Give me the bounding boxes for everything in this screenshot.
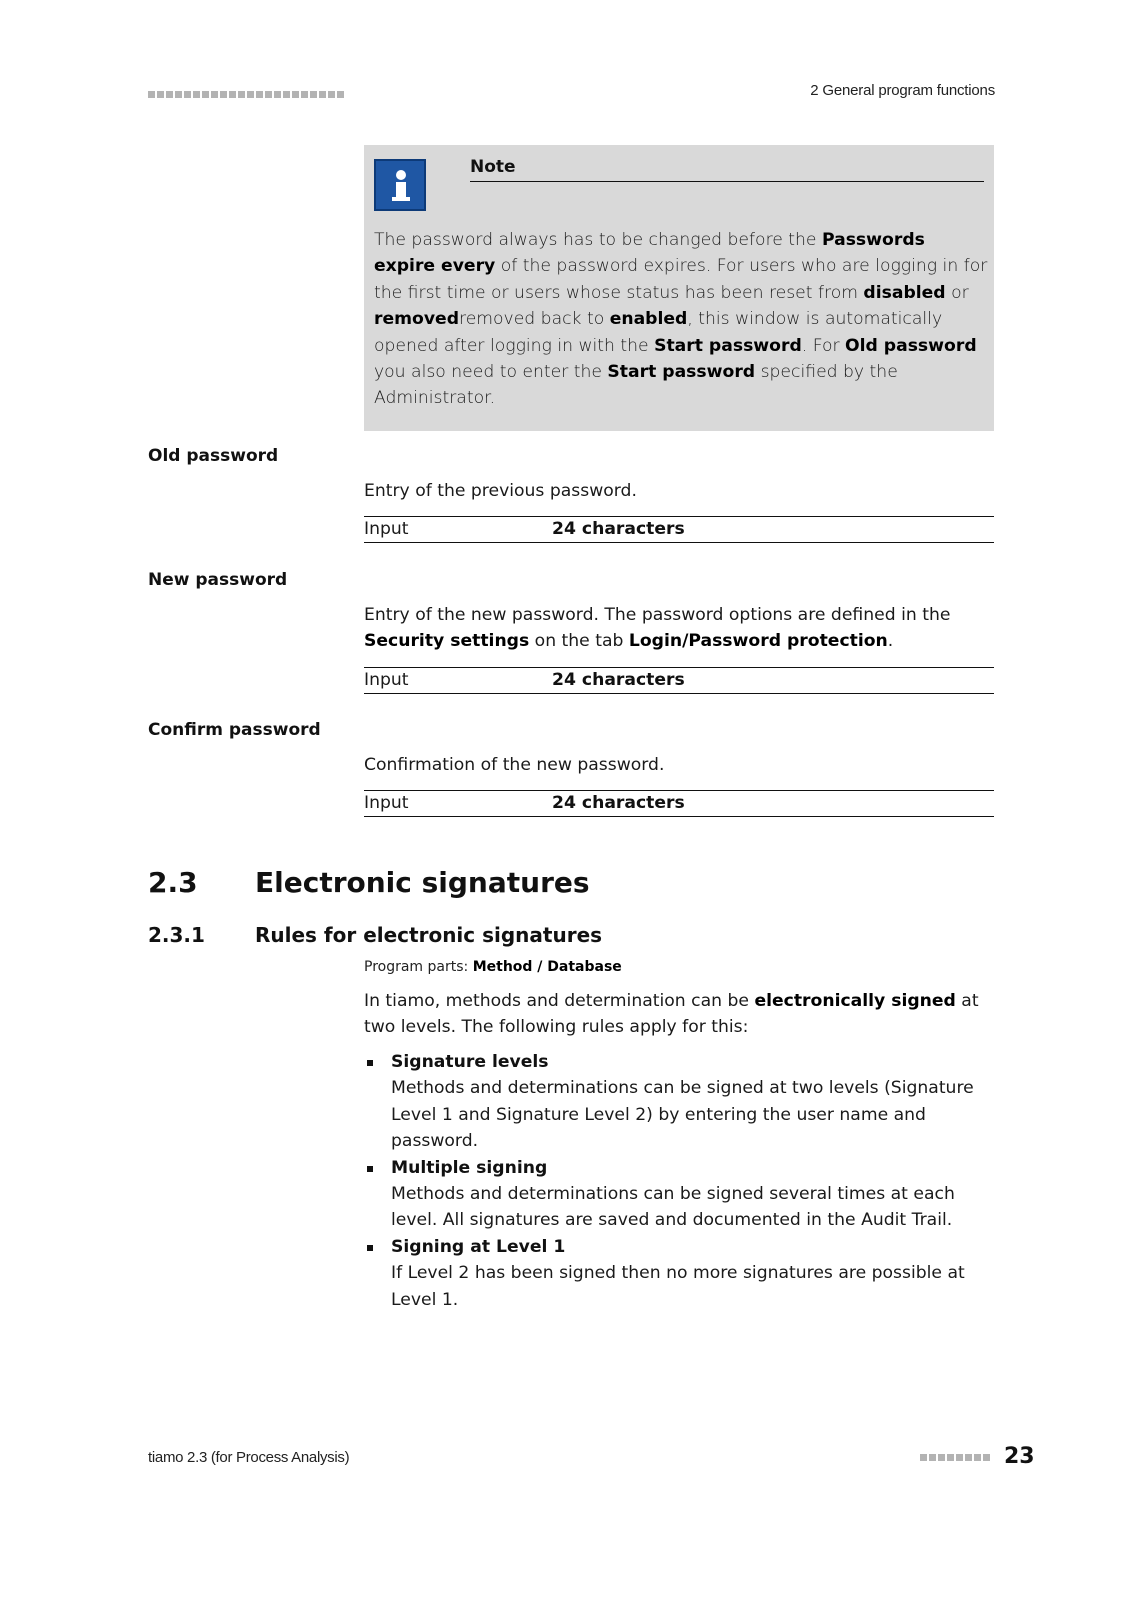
note-body: The password always has to be changed before the Passwords expire every of the password expires. For users who are logging in for the first time or users whose status has been reset from disabled or removedremoved back to enabled, this window is automatically opened after logging in with the Start password. For Old password you also need to enter the Start password specified by the Administrator. [374,230,988,409]
section-title: Electronic signatures [255,866,590,899]
param-title-new-password: New password [148,570,288,590]
list-item [364,1049,994,1155]
subsection-title: Rules for electronic signatures [255,923,603,947]
note-box [364,145,994,431]
list-item-text: If Level 2 has been signed then no more signatures are possible at Level 1. [391,1263,965,1310]
param-desc-new-password: Entry of the new password. The password options are defined in the Security settings on the tab Login/Password protection. [364,605,951,652]
param-row-new-password [364,667,994,694]
param-row-confirm-password [364,790,994,817]
list-item [364,1234,994,1313]
param-row-old-password [364,516,994,543]
program-parts-label: Program parts: [364,959,469,975]
param-key: Input [364,793,409,813]
bullet-square-icon [367,1166,373,1172]
param-value: 24 characters [552,670,685,690]
list-item-text: Methods and determinations can be signed at two levels (Signature Level 1 and Signature Level 2) by entering the user name and password. [391,1078,974,1152]
list-item-title: Signature levels [391,1052,549,1072]
param-desc-old-password: Entry of the previous password. [364,481,637,501]
list-item-title: Signing at Level 1 [391,1236,566,1257]
bullet-square-icon [367,1245,373,1251]
param-key: Input [364,519,409,539]
footer-product: tiamo 2.3 (for Process Analysis) [148,1449,350,1466]
page-number: 23 [1004,1444,1035,1469]
section-number: 2.3 [148,866,198,899]
param-key: Input [364,670,409,690]
param-title-confirm-password: Confirm password [148,720,321,740]
param-value: 24 characters [552,519,685,539]
program-parts-value: Method / Database [472,959,622,975]
param-value: 24 characters [552,793,685,813]
list-item-text: Methods and determinations can be signed several times at each level. All signatures are saved and documented in the Audit Trail. [391,1184,955,1231]
list-item-title: Multiple signing [391,1157,548,1178]
info-icon [374,159,426,211]
bullet-square-icon [367,1060,373,1066]
header-decoration-blocks [148,91,344,98]
running-header-section: 2 General program functions [810,82,995,99]
note-title: Note [470,157,984,182]
intro-paragraph: In tiamo, methods and determination can be electronically signed at two levels. The following rules apply for this: [364,991,979,1038]
program-parts [364,959,622,975]
subsection-number: 2.3.1 [148,923,205,947]
param-title-old-password: Old password [148,446,279,466]
list-item [364,1155,994,1234]
footer-decoration-blocks [920,1454,990,1461]
rules-list [364,1049,994,1313]
param-desc-confirm-password: Confirmation of the new password. [364,755,665,775]
